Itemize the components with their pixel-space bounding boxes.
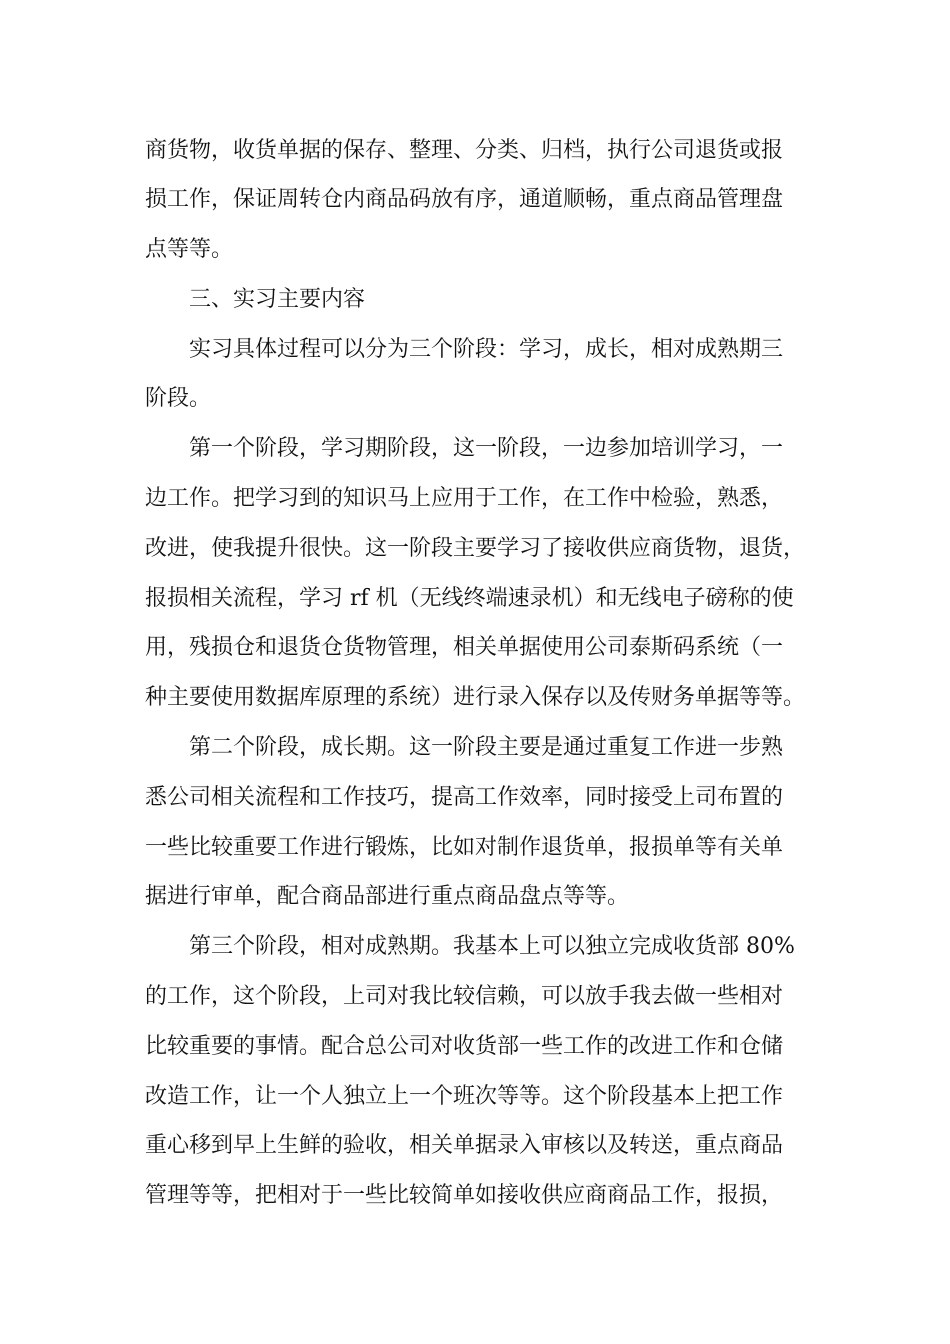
- text-line: 管理等等，把相对于一些比较简单如接收供应商商品工作，报损，: [145, 1183, 784, 1208]
- text-line: 比较重要的事情。配合总公司对收货部一些工作的改进工作和仓储: [145, 1034, 784, 1059]
- text-line: 边工作。把学习到的知识马上应用于工作，在工作中检验，熟悉，: [145, 486, 784, 511]
- text-line: 报损相关流程，学习 rf 机（无线终端速录机）和无线电子磅称的使: [145, 586, 794, 611]
- text-line: 改造工作，让一个人独立上一个班次等等。这个阶段基本上把工作: [145, 1084, 784, 1109]
- text-line: 据进行审单，配合商品部进行重点商品盘点等等。: [145, 884, 630, 909]
- text-line: 的工作，这个阶段，上司对我比较信赖，可以放手我去做一些相对: [145, 984, 784, 1009]
- text-line: 改进，使我提升很快。这一阶段主要学习了接收供应商货物，退货，: [145, 536, 806, 561]
- text-line: 点等等。: [145, 237, 234, 262]
- text-line: 用，残损仓和退货仓货物管理，相关单据使用公司泰斯码系统（一: [145, 635, 784, 660]
- text-line: 第三个阶段，相对成熟期。我基本上可以独立完成收货部 80%: [189, 934, 795, 959]
- text-line: 阶段。: [145, 386, 212, 411]
- text-line: 实习具体过程可以分为三个阶段：学习，成长，相对成熟期三: [189, 337, 784, 362]
- text-line: 商货物，收货单据的保存、整理、分类、归档，执行公司退货或报: [145, 138, 784, 163]
- section-heading: 三、实习主要内容: [189, 287, 366, 312]
- text-line: 重心移到早上生鲜的验收，相关单据录入审核以及转送，重点商品: [145, 1133, 784, 1158]
- text-line: 悉公司相关流程和工作技巧，提高工作效率，同时接受上司布置的: [145, 785, 784, 810]
- text-line: 一些比较重要工作进行锻炼，比如对制作退货单，报损单等有关单: [145, 835, 784, 860]
- text-line: 第二个阶段，成长期。这一阶段主要是通过重复工作进一步熟: [189, 735, 784, 760]
- text-line: 种主要使用数据库原理的系统）进行录入保存以及传财务单据等等。: [145, 685, 806, 710]
- text-line: 损工作，保证周转仓内商品码放有序，通道顺畅，重点商品管理盘: [145, 187, 784, 212]
- text-line: 第一个阶段，学习期阶段，这一阶段，一边参加培训学习，一: [189, 436, 784, 461]
